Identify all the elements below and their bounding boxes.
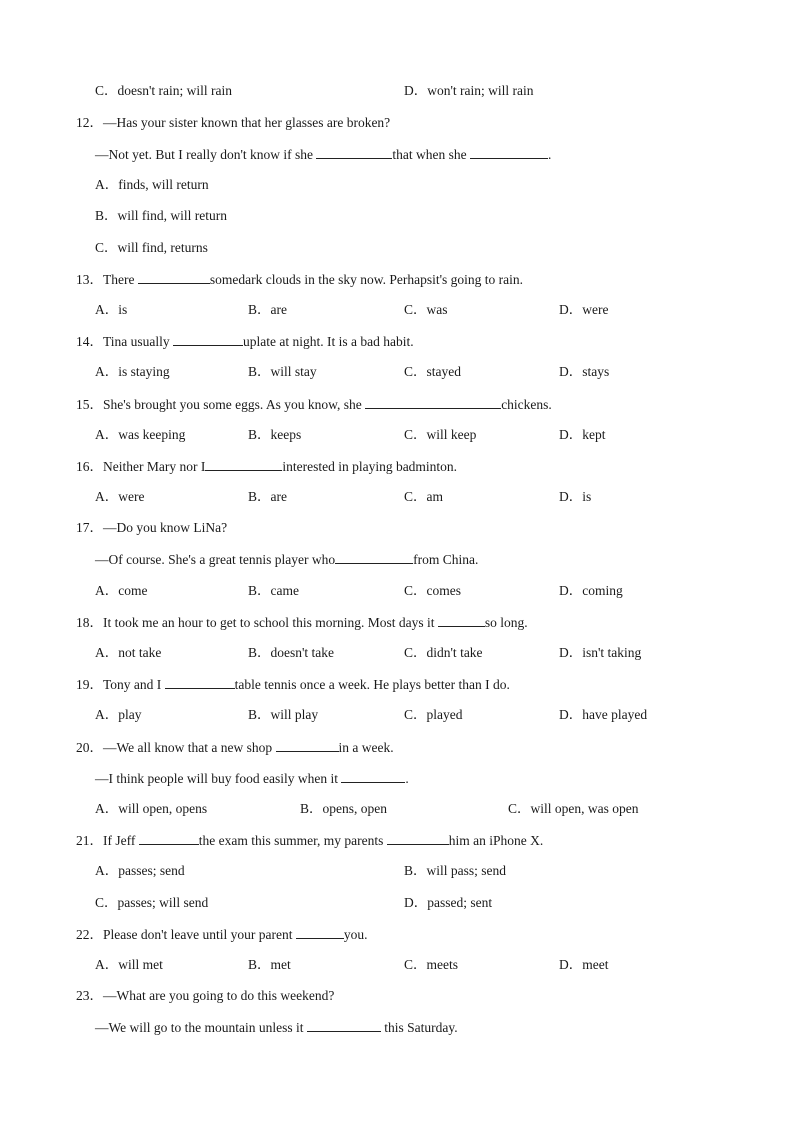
q23-reply-part-a: —We will go to the mountain unless it — [95, 1020, 307, 1035]
q15-stem — [76, 396, 552, 413]
q12-reply-part-c: . — [548, 147, 552, 162]
q15-stem-part-b: chickens. — [501, 397, 552, 412]
q22-option-a[interactable]: A．will met — [95, 957, 163, 972]
q20-blank-2[interactable] — [341, 770, 405, 783]
q20-option-a[interactable]: A．will open, opens — [95, 801, 208, 816]
q19-option-c[interactable]: C．played — [404, 707, 463, 722]
q16-option-a[interactable]: A．were — [95, 489, 145, 504]
q19-stem — [76, 676, 510, 693]
q15-option-a[interactable]: A．was keeping — [95, 427, 186, 442]
q18-stem-part-b: so long. — [484, 615, 528, 630]
q22-option-d[interactable]: D．meet — [559, 957, 609, 972]
q13-option-b[interactable]: B．are — [248, 302, 287, 317]
q20-blank-1[interactable] — [276, 739, 339, 752]
q20-stem — [76, 739, 394, 756]
q12-blank-2[interactable] — [470, 146, 548, 159]
q16-option-c[interactable]: C．am — [404, 489, 443, 504]
q14-stem-part-b: up — [243, 334, 257, 349]
q17-option-a[interactable]: A．come — [95, 583, 148, 598]
q11-option-c[interactable]: C．doesn't rain; will rain — [95, 83, 233, 98]
q21-stem — [76, 832, 543, 849]
q16-option-d[interactable]: D．is — [559, 489, 592, 504]
q20-stem-part-b: in a week. — [338, 740, 394, 755]
q23-blank[interactable] — [307, 1019, 381, 1032]
q16-stem-part-b: interested in playing badminton. — [282, 459, 458, 474]
q12-option-a[interactable]: A．finds, will return — [95, 177, 209, 192]
q13-option-d[interactable]: D．were — [559, 302, 609, 317]
q21-option-d[interactable]: D．passed; sent — [404, 895, 493, 910]
q15-option-b[interactable]: B．keeps — [248, 427, 302, 442]
q13-option-a[interactable]: A．is — [95, 302, 128, 317]
q19-stem-part-a: 19．Tony and I — [76, 677, 165, 692]
q11-option-d[interactable]: D．won't rain; will rain — [404, 83, 534, 98]
q14-stem-part-a: 14．Tina usually — [76, 334, 174, 349]
q17-reply — [95, 551, 478, 568]
q18-option-d[interactable]: D．isn't taking — [559, 645, 642, 660]
q19-stem-part-b: table tennis once a week. He plays better than I do. — [234, 677, 510, 692]
q12-option-b[interactable]: B．will find, will return — [95, 208, 227, 223]
q23-reply-part-b: this Saturday. — [380, 1020, 458, 1035]
q14-blank[interactable] — [173, 333, 243, 346]
q23-stem: 23．—What are you going to do this weekend? — [76, 988, 335, 1003]
q20-reply — [95, 770, 409, 787]
q21-blank-1[interactable] — [139, 832, 199, 845]
q13-stem-part-a: 13．There — [76, 272, 138, 287]
q13-option-c[interactable]: C．was — [404, 302, 448, 317]
q15-option-d[interactable]: D．kept — [559, 427, 606, 442]
q20-reply-part-a: —I think people will buy food easily when it — [95, 771, 342, 786]
q14-stem-part-c: late at night. It is a bad habit. — [256, 334, 414, 349]
q14-option-d[interactable]: D．stays — [559, 364, 610, 379]
q12-reply-part-a: —Not yet. But I really don't know if she — [95, 147, 317, 162]
q19-blank[interactable] — [165, 676, 235, 689]
q12-reply-part-b: that when she — [392, 147, 471, 162]
q17-option-b[interactable]: B．came — [248, 583, 299, 598]
q14-option-c[interactable]: C．stayed — [404, 364, 461, 379]
q18-option-c[interactable]: C．didn't take — [404, 645, 483, 660]
q13-stem — [76, 271, 523, 288]
q21-stem-part-a: 21．If Jeff — [76, 833, 139, 848]
q17-stem: 17．—Do you know LiNa? — [76, 520, 228, 535]
q17-reply-part-a: —Of course. She's a great tennis player who — [95, 552, 336, 567]
q12-reply — [95, 146, 551, 163]
q21-blank-2[interactable] — [387, 832, 449, 845]
q16-blank[interactable] — [205, 458, 282, 471]
q23-reply — [95, 1019, 458, 1036]
q17-option-d[interactable]: D．coming — [559, 583, 623, 598]
q22-blank[interactable] — [296, 926, 344, 939]
q22-stem-part-a: 22．Please don't leave until your parent — [76, 927, 296, 942]
q22-option-b[interactable]: B．met — [248, 957, 291, 972]
q16-stem — [76, 458, 457, 475]
q14-option-b[interactable]: B．will stay — [248, 364, 317, 379]
q18-stem — [76, 614, 528, 631]
q18-blank[interactable] — [438, 614, 485, 627]
q22-stem — [76, 926, 368, 943]
q22-stem-part-b: you. — [343, 927, 368, 942]
q20-option-c[interactable]: C．will open, was open — [508, 801, 639, 816]
q12-stem: 12．—Has your sister known that her glasses are broken? — [76, 115, 391, 130]
q14-option-a[interactable]: A．is staying — [95, 364, 170, 379]
q15-stem-part-a: 15．She's brought you some eggs. As you know, she — [76, 397, 366, 412]
q12-blank-1[interactable] — [316, 146, 392, 159]
q13-blank[interactable] — [138, 271, 210, 284]
q22-option-c[interactable]: C．meets — [404, 957, 458, 972]
q19-option-b[interactable]: B．will play — [248, 707, 319, 722]
q21-stem-part-c: him an iPhone X. — [448, 833, 544, 848]
q16-stem-part-a: 16．Neither Mary nor I — [76, 459, 206, 474]
q18-option-a[interactable]: A．not take — [95, 645, 162, 660]
q14-stem — [76, 333, 414, 350]
q15-blank[interactable] — [365, 396, 501, 409]
q18-option-b[interactable]: B．doesn't take — [248, 645, 335, 660]
q21-option-a[interactable]: A．passes; send — [95, 863, 185, 878]
q13-stem-part-b: somedark clouds in the sky now. Perhapsit's going to rain. — [209, 272, 524, 287]
q17-option-c[interactable]: C．comes — [404, 583, 461, 598]
q19-option-d[interactable]: D．have played — [559, 707, 648, 722]
q21-option-b[interactable]: B．will pass; send — [404, 863, 507, 878]
q21-option-c[interactable]: C．passes; will send — [95, 895, 209, 910]
q21-stem-part-b: the exam this summer, my parents — [198, 833, 387, 848]
q15-option-c[interactable]: C．will keep — [404, 427, 477, 442]
q16-option-b[interactable]: B．are — [248, 489, 287, 504]
q19-option-a[interactable]: A．play — [95, 707, 142, 722]
q12-option-c[interactable]: C．will find, returns — [95, 240, 208, 255]
q20-reply-part-b: . — [405, 771, 409, 786]
q20-stem-part-a: 20．—We all know that a new shop — [76, 740, 276, 755]
q20-option-b[interactable]: B．opens, open — [300, 801, 387, 816]
q17-reply-part-b: from China. — [413, 552, 479, 567]
q17-blank[interactable] — [335, 551, 413, 564]
q18-stem-part-a: 18．It took me an hour to get to school this morning. Most days it — [76, 615, 438, 630]
